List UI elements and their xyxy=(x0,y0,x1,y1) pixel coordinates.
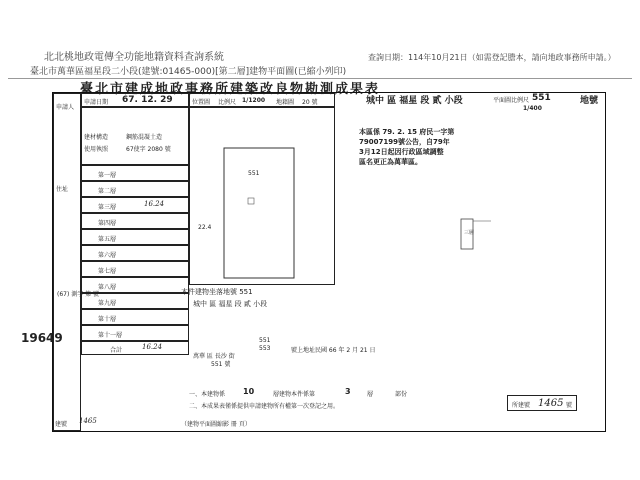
floor-label: 第四層 xyxy=(98,220,117,227)
note1-floors: 10 xyxy=(243,387,255,396)
floor-label: 第十一層 xyxy=(98,332,123,339)
location-number: 551 xyxy=(532,93,551,103)
date-value: 67. 12. 29 xyxy=(122,95,173,105)
date-label: 申請日期 xyxy=(84,99,109,106)
applicant-label: 申請人 xyxy=(56,104,75,111)
location-suffix: 地號 xyxy=(580,96,599,106)
stamp-suffix: 號 xyxy=(566,402,573,409)
query-date: 查詢日期：114年10月21日（如需登記謄本，請向地政事務所申請。） xyxy=(368,53,616,62)
remark-block xyxy=(359,127,454,167)
doc-title: 臺北市建成地政事務所建築改良物勘測成果表 xyxy=(80,82,381,97)
floor-row xyxy=(81,245,189,261)
plan-scale: 1/400 xyxy=(523,105,542,112)
total-label: 合計 xyxy=(110,347,123,354)
structure-value: 鋼筋混凝土造 xyxy=(126,134,163,141)
small-building-label: 三層 xyxy=(464,230,475,236)
usage-value: 67使字 2080 號 xyxy=(126,146,171,153)
query-info: 臺北市萬華區福星段二小段(建號:01465-000)[第二層]建物平面圖(已縮小列印) xyxy=(30,67,347,77)
position-range-label: 地籍圖 xyxy=(276,99,295,106)
floor-label: 第三層 xyxy=(98,204,117,211)
floor-row xyxy=(81,213,189,229)
survey-label: (67) 測字 第 號 xyxy=(57,291,100,298)
floor-label: 第八層 xyxy=(98,284,117,291)
info-block xyxy=(81,107,189,165)
address-label: 住址 xyxy=(56,186,69,193)
lower-lot: 551 號 xyxy=(211,361,231,368)
note1-suffix: 層 xyxy=(367,391,374,398)
position-range: 20 號 xyxy=(302,99,318,106)
floor-value: 16.24 xyxy=(144,200,165,208)
bottom-label-left: 建號 xyxy=(55,421,68,428)
stamp-label: 所建號 xyxy=(512,402,531,409)
position-scale: 1/1200 xyxy=(242,97,266,104)
date-row xyxy=(81,93,189,107)
remark-line: 區名更正為萬華區。 xyxy=(359,158,422,166)
note1-mid: 層建物本件係第 xyxy=(273,391,316,398)
position-map xyxy=(189,107,335,285)
position-scale-label: 比例尺 xyxy=(218,99,237,106)
floor-row xyxy=(81,165,189,181)
note1-prefix: 一、本建物係 xyxy=(189,391,226,398)
bottom-center: （建物平面圖縮影 冊 頁） xyxy=(181,421,251,428)
position-label: 位置圖 xyxy=(192,99,211,106)
structure-label: 建材構造 xyxy=(84,134,109,141)
note2: 二、本成果表僅係提供申請建物所有權第一次登記之用。 xyxy=(189,403,340,410)
plan-label: 平面圖比例尺 xyxy=(493,97,530,104)
floor-label: 第九層 xyxy=(98,300,117,307)
floor-row xyxy=(81,229,189,245)
floor-row xyxy=(81,325,189,341)
remark-line: 本區係 79. 2. 15 府民一字第 xyxy=(359,128,455,136)
stamp-box xyxy=(507,395,577,411)
total-row xyxy=(81,341,189,355)
lower-address: 號上地址民國 66 年 2 月 21 日 xyxy=(291,347,376,354)
stamp-value: 1465 xyxy=(538,398,564,409)
plot-label: 551 xyxy=(248,170,260,177)
total-value: 16.24 xyxy=(142,343,163,351)
note1-part: 部份 xyxy=(395,391,408,398)
document-sheet xyxy=(21,92,606,432)
floor-row xyxy=(81,261,189,277)
floor-label: 第二層 xyxy=(98,188,117,195)
floor-label: 第七層 xyxy=(98,268,117,275)
bottom-left-value: 1465 xyxy=(79,417,97,425)
system-title: 北北桃地政電傳全功能地籍資料查詢系統 xyxy=(44,52,224,63)
note1-level: 3 xyxy=(345,387,351,396)
land-note: 本件建物坐落地號 551 xyxy=(181,288,253,296)
building-sketch xyxy=(457,215,497,255)
usage-label: 使用執照 xyxy=(84,146,109,153)
floor-row xyxy=(81,181,189,197)
parcel-sketch xyxy=(190,108,335,285)
location-label: 城中 區 福星 段 貳 小段 xyxy=(366,96,463,106)
lower-district: 萬華 區 長沙 街 xyxy=(193,353,235,360)
remark-line: 79007199號公告，自79年 xyxy=(359,138,450,146)
position-header xyxy=(189,93,335,107)
left-header-column xyxy=(53,93,81,431)
plot-side-label: 22.4 xyxy=(198,224,212,231)
floor-label: 第五層 xyxy=(98,236,117,243)
lower-number-2: 553 xyxy=(259,345,271,352)
floor-label: 第十層 xyxy=(98,316,117,323)
cert-number: 19649 xyxy=(21,331,63,345)
remark-line: 3月12日起因行政區域調整 xyxy=(359,148,444,156)
land-note-district: 城中 區 福星 段 貳 小段 xyxy=(193,300,268,308)
lower-number-1: 551 xyxy=(259,337,271,344)
floor-row xyxy=(81,197,189,213)
floor-label: 第一層 xyxy=(98,172,117,179)
floor-label: 第六層 xyxy=(98,252,117,259)
floor-row xyxy=(81,309,189,325)
